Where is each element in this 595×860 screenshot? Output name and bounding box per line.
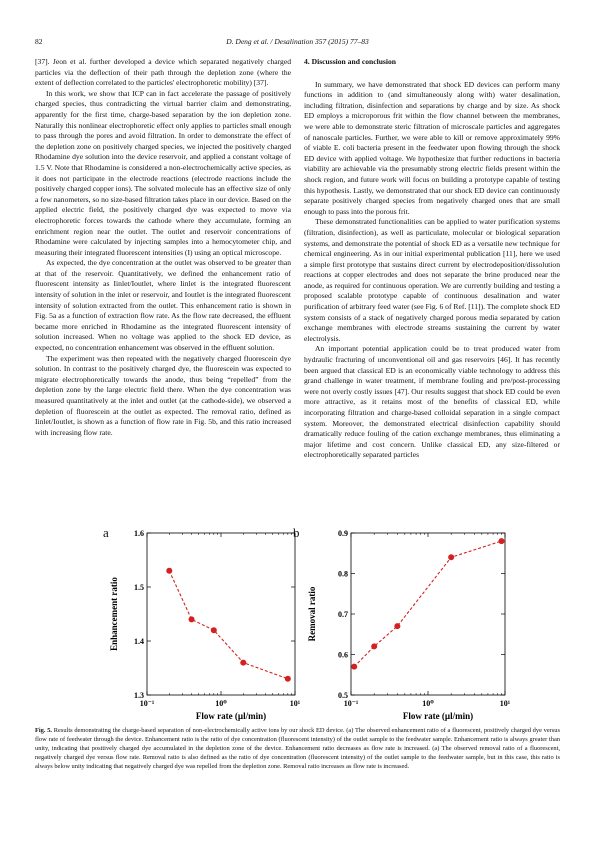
y-tick-label: 0.8 <box>338 569 348 579</box>
x-tick-label: 10¹ <box>499 699 511 708</box>
data-point <box>498 538 504 544</box>
y-axis-label: Enhancement ratio <box>109 577 119 651</box>
x-axis-label: Flow rate (µl/min) <box>402 711 474 721</box>
x-tick-label: 10⁻¹ <box>139 699 155 708</box>
paragraph: These demonstrated functionalities can be applied to water purification systems (filtration, disinfection), as well as particulate, molecular or biological separation systems, and demonstrate the potential of shock ED as a versatile new technique for chemical engineering. As in our initial experimental publication [11], here we used a simple first prototype that sustains direct current by electrodeposition/dissolution reactions at copper electrodes and does not separate the brine produced near the anode, as required for continuous operation. We are currently building and testing a proposed scalable prototype capable of continuous desalination and water purification of arbitrary feed water (see Fig. 6 of Ref. [11]). The complete shock ED system consists of a stack of negatively charged porous media separated by cation exchange membranes with electrode streams sustaining the current by water electrolysis. <box>304 217 560 343</box>
y-tick-label: 1.4 <box>134 637 144 646</box>
data-point <box>448 554 454 560</box>
y-tick-label: 1.6 <box>134 529 144 538</box>
right-column <box>304 57 560 461</box>
y-tick-label: 1.3 <box>134 691 144 700</box>
x-tick-label: 10⁻¹ <box>343 699 359 708</box>
enhancement-ratio-chart <box>105 525 305 725</box>
paragraph: The experiment was then repeated with the negatively charged fluorescein dye solution. In contrast to the positively charged dye, the fluorescein was expected to migrate electrophoretically towards the anode, thus being “repelled” from the depletion zone by the large electric field there. When the dye concentration was measured quantitatively at the inlet and outlet (at the cathode-side), we observed a depletion of fluorescein at the outlet as expected. The removal ratio, defined as Iinlet/Ioutlet, is shown as a function of flow rate in Fig. 5b, and this ratio increased with increasing flow rate. <box>35 353 291 437</box>
paragraph: In summary, we have demonstrated that shock ED devices can perform many functions in addition to (and simultaneously along with) water desalination, including filtration, disinfection and separations by charge and by size. As shock ED employs a microporous frit within the flow channel between the membranes, we were able to demonstrate steric filtration of microscale particles and aggregates of nanoscale particles. Further, we were able to kill or remove approximately 99% of viable E. coli bacteria present in the feedwater upon flowing through the shock ED device with applied voltage. We hypothesize that further reductions in bacteria viability are achievable via the presumably strong electric fields present within the shock region, and future work will focus on building a prototype capable of testing this hypothesis. Lastly, we demonstrated that our shock ED device can continuously separate positively charged species from negatively charged ones that are small enough to pass into the porous frit. <box>304 79 560 216</box>
x-tick-label: 10¹ <box>289 699 301 708</box>
page-number: 82 <box>35 37 43 46</box>
y-tick-label: 0.6 <box>338 650 348 660</box>
figure-caption <box>35 726 560 771</box>
journal-citation: D. Deng et al. / Desalination 357 (2015) 77–83 <box>226 37 369 46</box>
paragraph: [37]. Jeon et al. further developed a device which separated negatively charged particles via the deflection of their path through the depletion zone (where the extent of deflection correlated to the particles' electrophoretic mobility) [37]. <box>35 57 291 88</box>
removal-ratio-chart <box>303 525 513 725</box>
y-axis-label: Removal ratio <box>307 586 317 642</box>
series-line <box>169 571 288 679</box>
data-point <box>351 664 357 670</box>
plot-frame <box>147 533 295 695</box>
x-tick-label: 10⁰ <box>215 699 227 708</box>
figure-5 <box>35 525 560 860</box>
panel-a-letter: a <box>103 525 109 540</box>
data-point <box>394 623 400 629</box>
caption-label: Fig. 5. <box>35 727 53 734</box>
panel-b-letter: b <box>293 525 300 540</box>
y-tick-label: 0.9 <box>338 529 348 538</box>
paragraph: In this work, we show that ICP can in fact accelerate the passage of positively charged species, thus contradicting the virtual barrier claim and demonstrating, apparently for the first time, charge-based separation by the ion depletion zone. Naturally this nonlinear electrophoretic effect only applies to particles small enough to pass through the pores and avoid filtration. In order to demonstrate the effect of the depletion zone on positively charged species, we injected the positively charged Rhodamine dye solution into the device reservoir, and applied a constant voltage of 1.5 V. Note that Rhodamine is considered a non-electrochemically active species, as it does not participate in the electrode reactions (electrode reactions include the positively charged copper ions). The solvated molecule has an effective size of only a few nanometers, so no size-based filtration takes place in our device. Based on the applied electric field, the positively charged dye was expected to move via electrophoretic forces towards the cathode where they accumulate, forming an enrichment region near the outlet. The outlet and reservoir concentrations of Rhodamine were calculated by injecting samples into a hemocytometer chip, and measuring their integrated fluorescent intensities (I) using an optical microscope. <box>35 88 291 257</box>
data-point <box>371 643 377 649</box>
data-point <box>240 660 246 666</box>
data-point <box>285 676 291 682</box>
left-column <box>35 57 291 438</box>
caption-text: Results demonstrating the charge-based separation of non-electrochemically active ions by our shock ED device. (a) The observed enhancement ratio of a fluorescent, positively charged dye versus flow rate of feedwater through the device. Enhancement ratio is the ratio of dye concentration (fluorescent intensity) of the outlet sample to the feedwater sample. Enhancement ratio is always greater than unity, indicating that positively charged dye accumulated in the depletion zone of the device. Enhancement ratio decreases as flow rate is increased. (a) The observed removal ratio of a fluorescent, negatively charged dye versus flow rate. Removal ratio is also defined as the ratio of dye concentration (fluorescent intensity) of the outlet sample to the feedwater sample, but in this case, this ratio is always below unity indicating that negatively charged dye was repelled from the depletion zone. Removal ratio increases as flow rate is increased. <box>35 727 560 770</box>
data-point <box>166 568 172 574</box>
x-tick-label: 10⁰ <box>422 699 434 708</box>
paragraph: As expected, the dye concentration at the outlet was observed to be greater than at that of the reservoir. Quantitatively, we defined the enhancement ratio of fluorescent intensity as Iinlet/Ioutlet, where Iinlet is the integrated fluorescent intensity of solution in the inlet or reservoir, and Ioutlet is the integrated fluorescent intensity of solution extracted from the outlet. This enhancement ratio is shown in Fig. 5a as a function of extraction flow rate. As the flow rate decreased, the effluent became more enriched in Rhodamine as the integrated fluorescent intensity of solution increased. When no voltage was applied to the shock ED device, as expected, no concentration enhancement was observed in the effluent solution. <box>35 258 291 353</box>
section-title: 4. Discussion and conclusion <box>304 57 396 66</box>
y-tick-label: 1.5 <box>134 583 144 592</box>
data-point <box>189 616 195 622</box>
x-axis-label: Flow rate (µl/min) <box>195 711 267 721</box>
y-tick-label: 0.7 <box>338 610 348 619</box>
plot-frame <box>351 533 505 695</box>
data-point <box>211 627 217 633</box>
running-header <box>35 37 560 49</box>
paragraph: An important potential application could be to treat produced water from hydraulic fracturing of unconventional oil and gas reservoirs [46]. It has recently been argued that classical ED is an economically viable technology to address this grand challenge in water treatment, if membrane fouling and pre/post-processing were not overly costly issues [47]. Our results suggest that shock ED could be even more attractive, as it retains most of the benefits of classical ED, while incorporating filtration and charge-based colloidal separation in a single compact system. Moreover, the demonstrated electrical disinfection capability should dramatically reduce fouling of the cation exchange membranes, thus eliminating a major lifetime and cost concern. Unlike classical ED, any size-filtered or electrophoretically separated particles <box>304 344 560 460</box>
y-tick-label: 0.5 <box>338 691 348 700</box>
